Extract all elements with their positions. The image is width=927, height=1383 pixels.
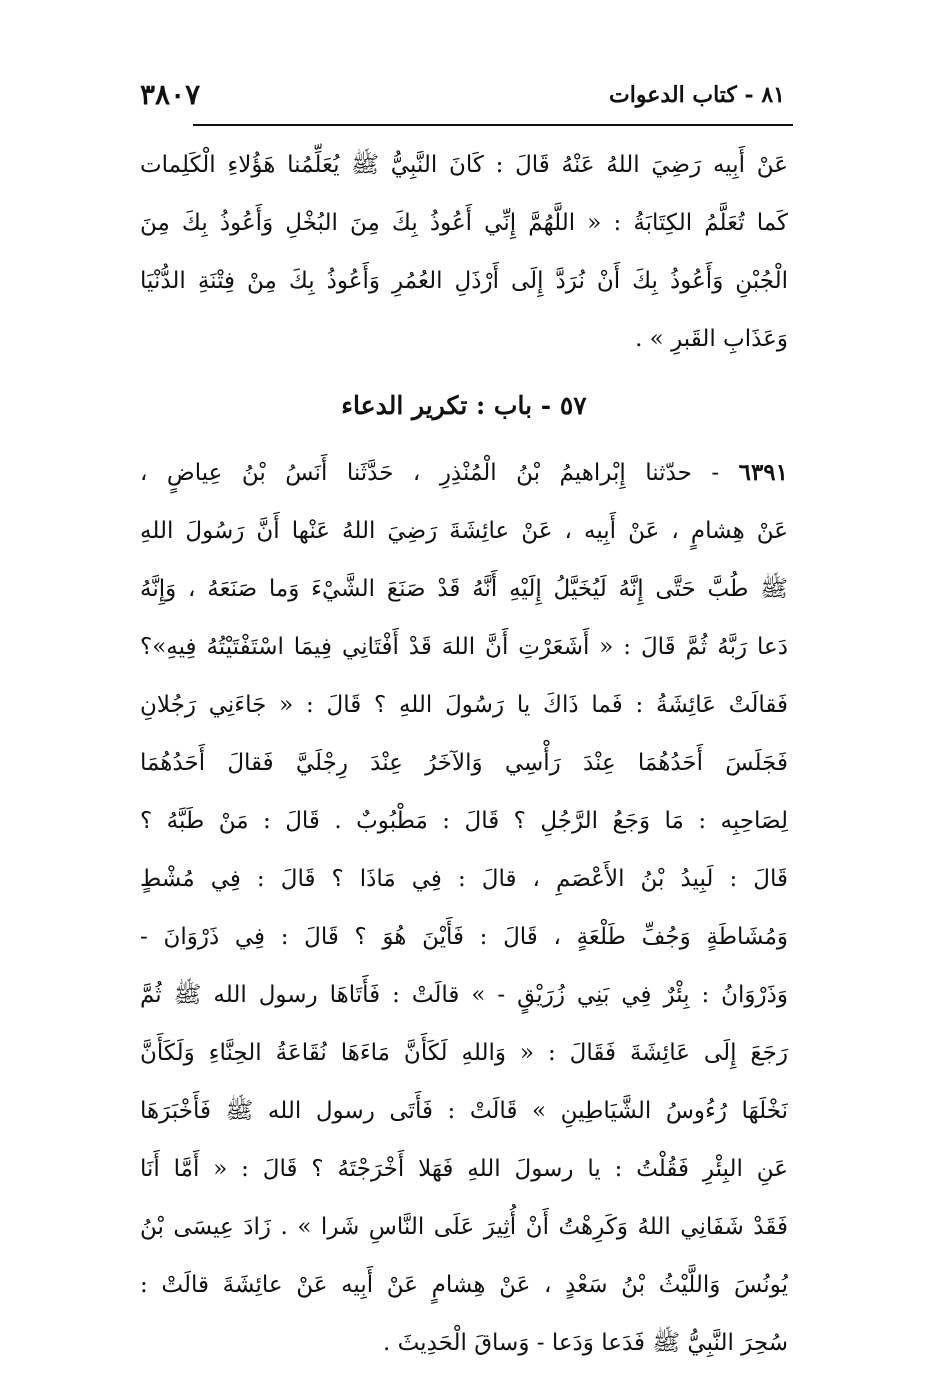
text-line: فَقَدْ شَفَانِي اللهُ وَكَرِهْتُ أَنْ أُثِيرَ عَلَى النَّاسِ شَرا » . زَادَ عِيسَى بْنُ (140, 1214, 788, 1240)
text-line: كَما تُعَلَّمُ الكِتَابَةُ : « اللَّهُمَّ إِنِّي أَعُوذُ بِكَ مِنَ البُخْلِ وَأَعُوذُ بِكَ مِنَ (140, 210, 788, 236)
text-line: قَالَ : لَبِيدُ بْنُ الأَعْصَمِ ، قالَ : فِي مَاذَا ؟ قَالَ : فِي مُشْطٍ (140, 866, 788, 892)
text-line: عَنْ هِشامٍ ، عَنْ أَبِيه ، عَنْ عائِشَةَ رَضِيَ اللهُ عَنْها أَنَّ رَسُولَ اللهِ (140, 518, 788, 544)
text-line: نَخْلَهَا رُءُوسُ الشَّيَاطِينِ » قَالَتْ : فَأَتَى رسول الله ﷺ فَأَخْبَرَهَا (140, 1098, 788, 1124)
main-text (140, 136, 788, 1372)
hadith-number: ٦٣٩١ (738, 459, 788, 486)
hadith-opening-text: - حدّثنا إِبْراهيمُ بْنُ الْمُنْذِرِ ، حَدَّثَنا أَنَسُ بْنُ عِياضٍ ، (140, 460, 720, 486)
text-line: وَعَذَابِ القَبرِ » . (635, 326, 788, 352)
text-line: وَذَرْوَانُ : بِئْرٌ فِي بَنِي زُرَيْقٍ - » قالَتْ : فَأَتَاهَا رسول الله ﷺ ثُمَّ (140, 982, 788, 1008)
text-line: وَمُشَاطَةٍ وَجُفِّ طَلْعَةٍ ، قَالَ : فَأَيْنَ هُوَ ؟ قَالَ : فِي ذَرْوَانَ - (140, 924, 788, 950)
text-line: فَقالَتْ عَائِشَةُ : فَما ذَاكَ يا رَسُولَ اللهِ ؟ قَالَ : « جَاءَنِي رَجُلانِ (140, 692, 788, 718)
text-line: يُونُسَ وَاللَّيْثُ بْنُ سَعْدٍ ، عَنْ هِشامٍ عَنْ أَبِيه عَنْ عائِشَةَ قالَتْ : (140, 1272, 788, 1298)
text-line: عَنِ البِئْرِ فَقُلْتُ : يا رسولَ اللهِ فَهَلا أَخْرَجْتَهُ ؟ قَالَ : « أَمَّا أَنَا (140, 1156, 788, 1182)
text-line: دَعا رَبَّهُ ثُمَّ قَالَ : « أَشَعَرْتِ أَنَّ اللهَ قَدْ أَفْتَانِي فِيمَا اسْتَفْتَيْتُهُ فِيهِ»؟ (140, 634, 788, 660)
hadith-opening-line (140, 444, 788, 502)
text-line: الْجُبْنِ وَأَعُوذُ بِكَ أَنْ نُرَدَّ إِلَى أَرْذَلِ العُمُرِ وَأَعُوذُ بِكَ مِنْ فِتْنَةِ الدُّنْيَا (140, 268, 788, 294)
chapter-title: ٨١ - كتاب الدعوات (609, 82, 785, 108)
text-line: سُحِرَ النَّبِيُّ ﷺ فَدَعا وَدَعا - وَساقَ الْحَدِيثَ . (382, 1330, 788, 1356)
text-line: عَنْ أَبِيه رَضِيَ اللهُ عَنْهُ قَالَ : كَانَ النَّبِيُّ ﷺ يُعَلِّمُنا هَؤُلاءِ الْكَلِمات (140, 152, 788, 178)
text-line: لِصَاحِبِه : مَا وَجَعُ الرَّجُلِ ؟ قَالَ : مَطْبُوبٌ . قَالَ : مَنْ طَبَّهُ ؟ (140, 808, 788, 834)
header-rule (193, 124, 793, 126)
text-line: ﷺ طُبَّ حَتَّى إِنَّهُ لَيُخَيَّلُ إِلَيْهِ أَنَّهُ قَدْ صَنَعَ الشَّيْءَ وَما صَنَعَهُ ، وَإِنَّهُ (140, 576, 788, 602)
running-header (140, 78, 785, 114)
section-heading: ٥٧ - باب : تكرير الدعاء (341, 391, 587, 420)
text-line: فَجَلَسَ أَحَدُهُمَا عِنْدَ رَأْسِي وَالآخَرُ عِنْدَ رِجْلَيَّ فَقالَ أَحَدُهُمَا (140, 750, 788, 776)
text-line: رَجَعَ إِلَى عَائِشَةَ فَقَالَ : « وَاللهِ لَكَأَنَّ مَاءَهَا نُقَاعَةُ الحِنَّاءِ وَلَكَأَنَّ (140, 1040, 788, 1066)
page-number: ٣٨٠٧ (140, 78, 201, 111)
